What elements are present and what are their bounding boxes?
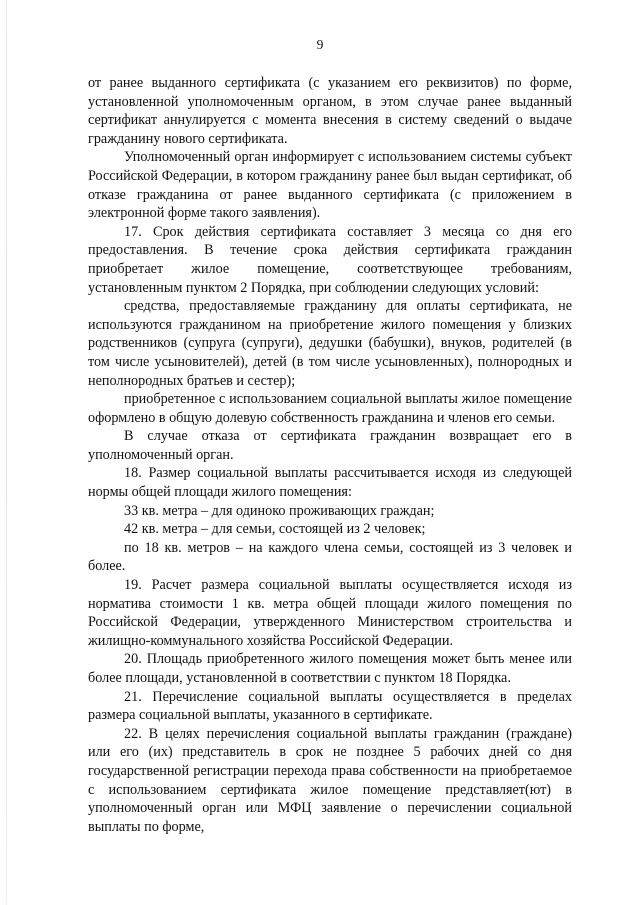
paragraph: 33 кв. метра – для одиноко проживающих граждан; bbox=[124, 502, 435, 519]
paragraph: 17. Срок действия сертификата составляет 3 месяца со дня его предоставления. В течение срока действия сертификата гражданин приобретает жилое помещение, соответствующее требованиям, установленным пунктом 2 Порядка, при соблюдении следующих условий: bbox=[88, 223, 572, 296]
paragraph: 21. Перечисление социальной выплаты осуществляется в пределах размера социальной выплаты, указанного в сертификате. bbox=[88, 688, 572, 724]
paragraph: от ранее выданного сертификата (с указанием его реквизитов) по форме, установленной уполномоченным органом, в этом случае ранее выданный сертификат аннулируется с момента внесения в систему сведений о выдаче гражданину нового сертификата. bbox=[88, 75, 572, 147]
paragraph: 19. Расчет размера социальной выплаты осуществляется исходя из норматива стоимости 1 кв. метра общей площади жилого помещения по Российской Федерации, утвержденного Министерством строительства и жилищно-коммунального хозяйства Российской Федерации. bbox=[88, 577, 572, 649]
paragraph: 22. В целях перечисления социальной выплаты гражданин (граждане) или его (их) представитель в срок не позднее 5 рабочих дней со дня государственной регистрации перехода права собственности на приобретаемое с использованием сертификата жилое помещение представляет(ют) в уполномоченный орган или МФЦ заявление о перечислении социальной выплаты по форме, bbox=[88, 725, 572, 835]
document-body bbox=[88, 74, 572, 836]
paragraph: Уполномоченный орган информирует с использованием системы субъект Российской Федерации, в котором гражданину ранее был выдан сертификат, об отказе гражданина от ранее выданного сертификата (с приложением в электронной форме такого заявления). bbox=[88, 149, 572, 222]
paragraph: средства, предоставляемые гражданину для оплаты сертификата, не используются гражданином на приобретение жилого помещения у близких родственников (супруга (супруги), дедушки (бабушки), внуков, родителей (в том числе усыновителей), детей (в том числе усыновленных), полнородных и неполнородных братьев и сестер); bbox=[88, 298, 572, 389]
page-number: 9 bbox=[316, 37, 324, 52]
paragraph: по 18 кв. метров – на каждого члена семьи, состоящей из 3 человек и более. bbox=[88, 539, 572, 575]
paragraph: приобретенное с использованием социальной выплаты жилое помещение оформлено в общую долевую собственность гражданина и членов его семьи. bbox=[88, 391, 572, 426]
paragraph: В случае отказа от сертификата гражданин возвращает его в уполномоченный орган. bbox=[88, 428, 572, 463]
paragraph: 20. Площадь приобретенного жилого помещения может быть менее или более площади, установленной в соответствии с пунктом 18 Порядка. bbox=[88, 651, 572, 686]
scan-edge bbox=[6, 0, 7, 905]
paragraph: 18. Размер социальной выплаты рассчитывается исходя из следующей нормы общей площади жилого помещения: bbox=[88, 465, 572, 501]
paragraph: 42 кв. метра – для семьи, состоящей из 2 человек; bbox=[124, 521, 426, 538]
